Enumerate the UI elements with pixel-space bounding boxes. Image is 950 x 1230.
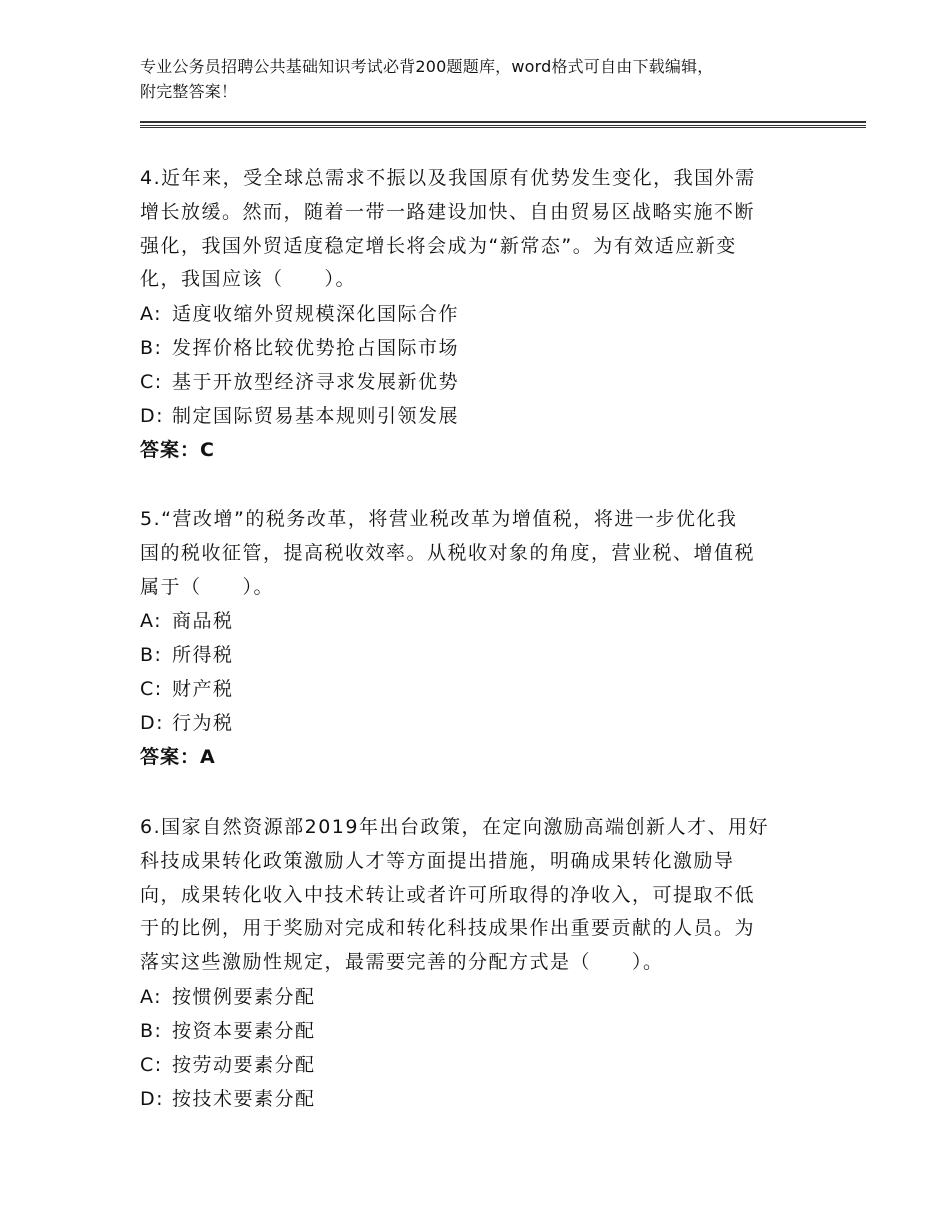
option-text: 适度收缩外贸规模深化国际合作: [172, 303, 460, 326]
option-text: 基于开放型经济寻求发展新优势: [172, 371, 460, 394]
question-line: 5.“营改增”的税务改革，将营业税改革为增值税，将进一步优化我: [140, 508, 738, 530]
question-line: 科技成果转化政策激励人才等方面提出措施，明确成果转化激励导: [140, 849, 735, 872]
option-text: 按惯例要素分配: [172, 985, 316, 1008]
option-text: 商品税: [172, 610, 234, 633]
option-text: 按资本要素分配: [172, 1019, 316, 1042]
answer-label: 答案：A: [140, 746, 216, 769]
option-letter: B:: [140, 1019, 163, 1042]
option-letter: B:: [140, 644, 163, 667]
option-a: [140, 604, 810, 638]
header-divider: [140, 127, 866, 128]
option-b: [140, 638, 810, 672]
question-line: 强化，我国外贸适度稳定增长将会成为“新常态”。为有效适应新变: [140, 234, 737, 257]
option-letter: A:: [140, 985, 163, 1008]
header-line: 附完整答案！: [140, 82, 238, 101]
option-c: [140, 672, 810, 706]
option-letter: D:: [140, 405, 165, 428]
option-c: [140, 365, 810, 399]
option-a: [140, 297, 810, 331]
question-line: 向，成果转化收入中技术转让或者许可所取得的净收入，可提取不低: [140, 883, 756, 906]
header-divider: [140, 125, 866, 126]
question-line: 4.近年来，受全球总需求不振以及我国原有优势发生变化，我国外需: [140, 167, 756, 189]
question-line: 属于（ ）。: [140, 575, 275, 598]
option-d: [140, 399, 810, 433]
option-b: [140, 1014, 810, 1048]
option-letter: D:: [140, 712, 165, 735]
option-b: [140, 331, 810, 365]
question-6: [140, 811, 810, 1116]
question-line: 于的比例，用于奖励对完成和转化科技成果作出重要贡献的人员。为: [140, 917, 756, 940]
question-4: [140, 162, 810, 467]
question-line: 化，我国应该（ ）。: [140, 268, 357, 291]
header-divider: [140, 121, 866, 123]
option-letter: C:: [140, 371, 163, 394]
option-d: [140, 1082, 810, 1116]
option-letter: D:: [140, 1087, 165, 1110]
answer-label: 答案：C: [140, 439, 215, 462]
option-text: 制定国际贸易基本规则引领发展: [172, 405, 460, 428]
option-text: 发挥价格比较优势抢占国际市场: [172, 337, 460, 360]
question-stem: [140, 811, 810, 980]
option-letter: A:: [140, 303, 163, 326]
option-text: 按劳动要素分配: [172, 1053, 316, 1076]
question-line: 落实这些激励性规定，最需要完善的分配方式是（ ）。: [140, 951, 664, 974]
option-letter: C:: [140, 678, 163, 701]
option-letter: B:: [140, 337, 163, 360]
document-header: [140, 54, 840, 104]
option-text: 所得税: [172, 644, 234, 667]
option-d: [140, 706, 810, 740]
option-text: 按技术要素分配: [172, 1087, 316, 1110]
question-5: [140, 503, 810, 774]
question-stem: [140, 503, 810, 604]
question-line: 国的税收征管，提高税收效率。从税收对象的角度，营业税、增值税: [140, 541, 756, 564]
question-line: 6.国家自然资源部2019年出台政策，在定向激励高端创新人才、用好: [140, 816, 769, 838]
option-text: 行为税: [172, 712, 234, 735]
option-letter: C:: [140, 1053, 163, 1076]
header-line: 专业公务员招聘公共基础知识考试必背200题题库，word格式可自由下载编辑，: [140, 57, 714, 76]
option-letter: A:: [140, 610, 163, 633]
option-a: [140, 980, 810, 1014]
question-line: 增长放缓。然而，随着一带一路建设加快、自由贸易区战略实施不断: [140, 200, 756, 223]
question-stem: [140, 162, 810, 297]
option-c: [140, 1048, 810, 1082]
option-text: 财产税: [172, 678, 234, 701]
